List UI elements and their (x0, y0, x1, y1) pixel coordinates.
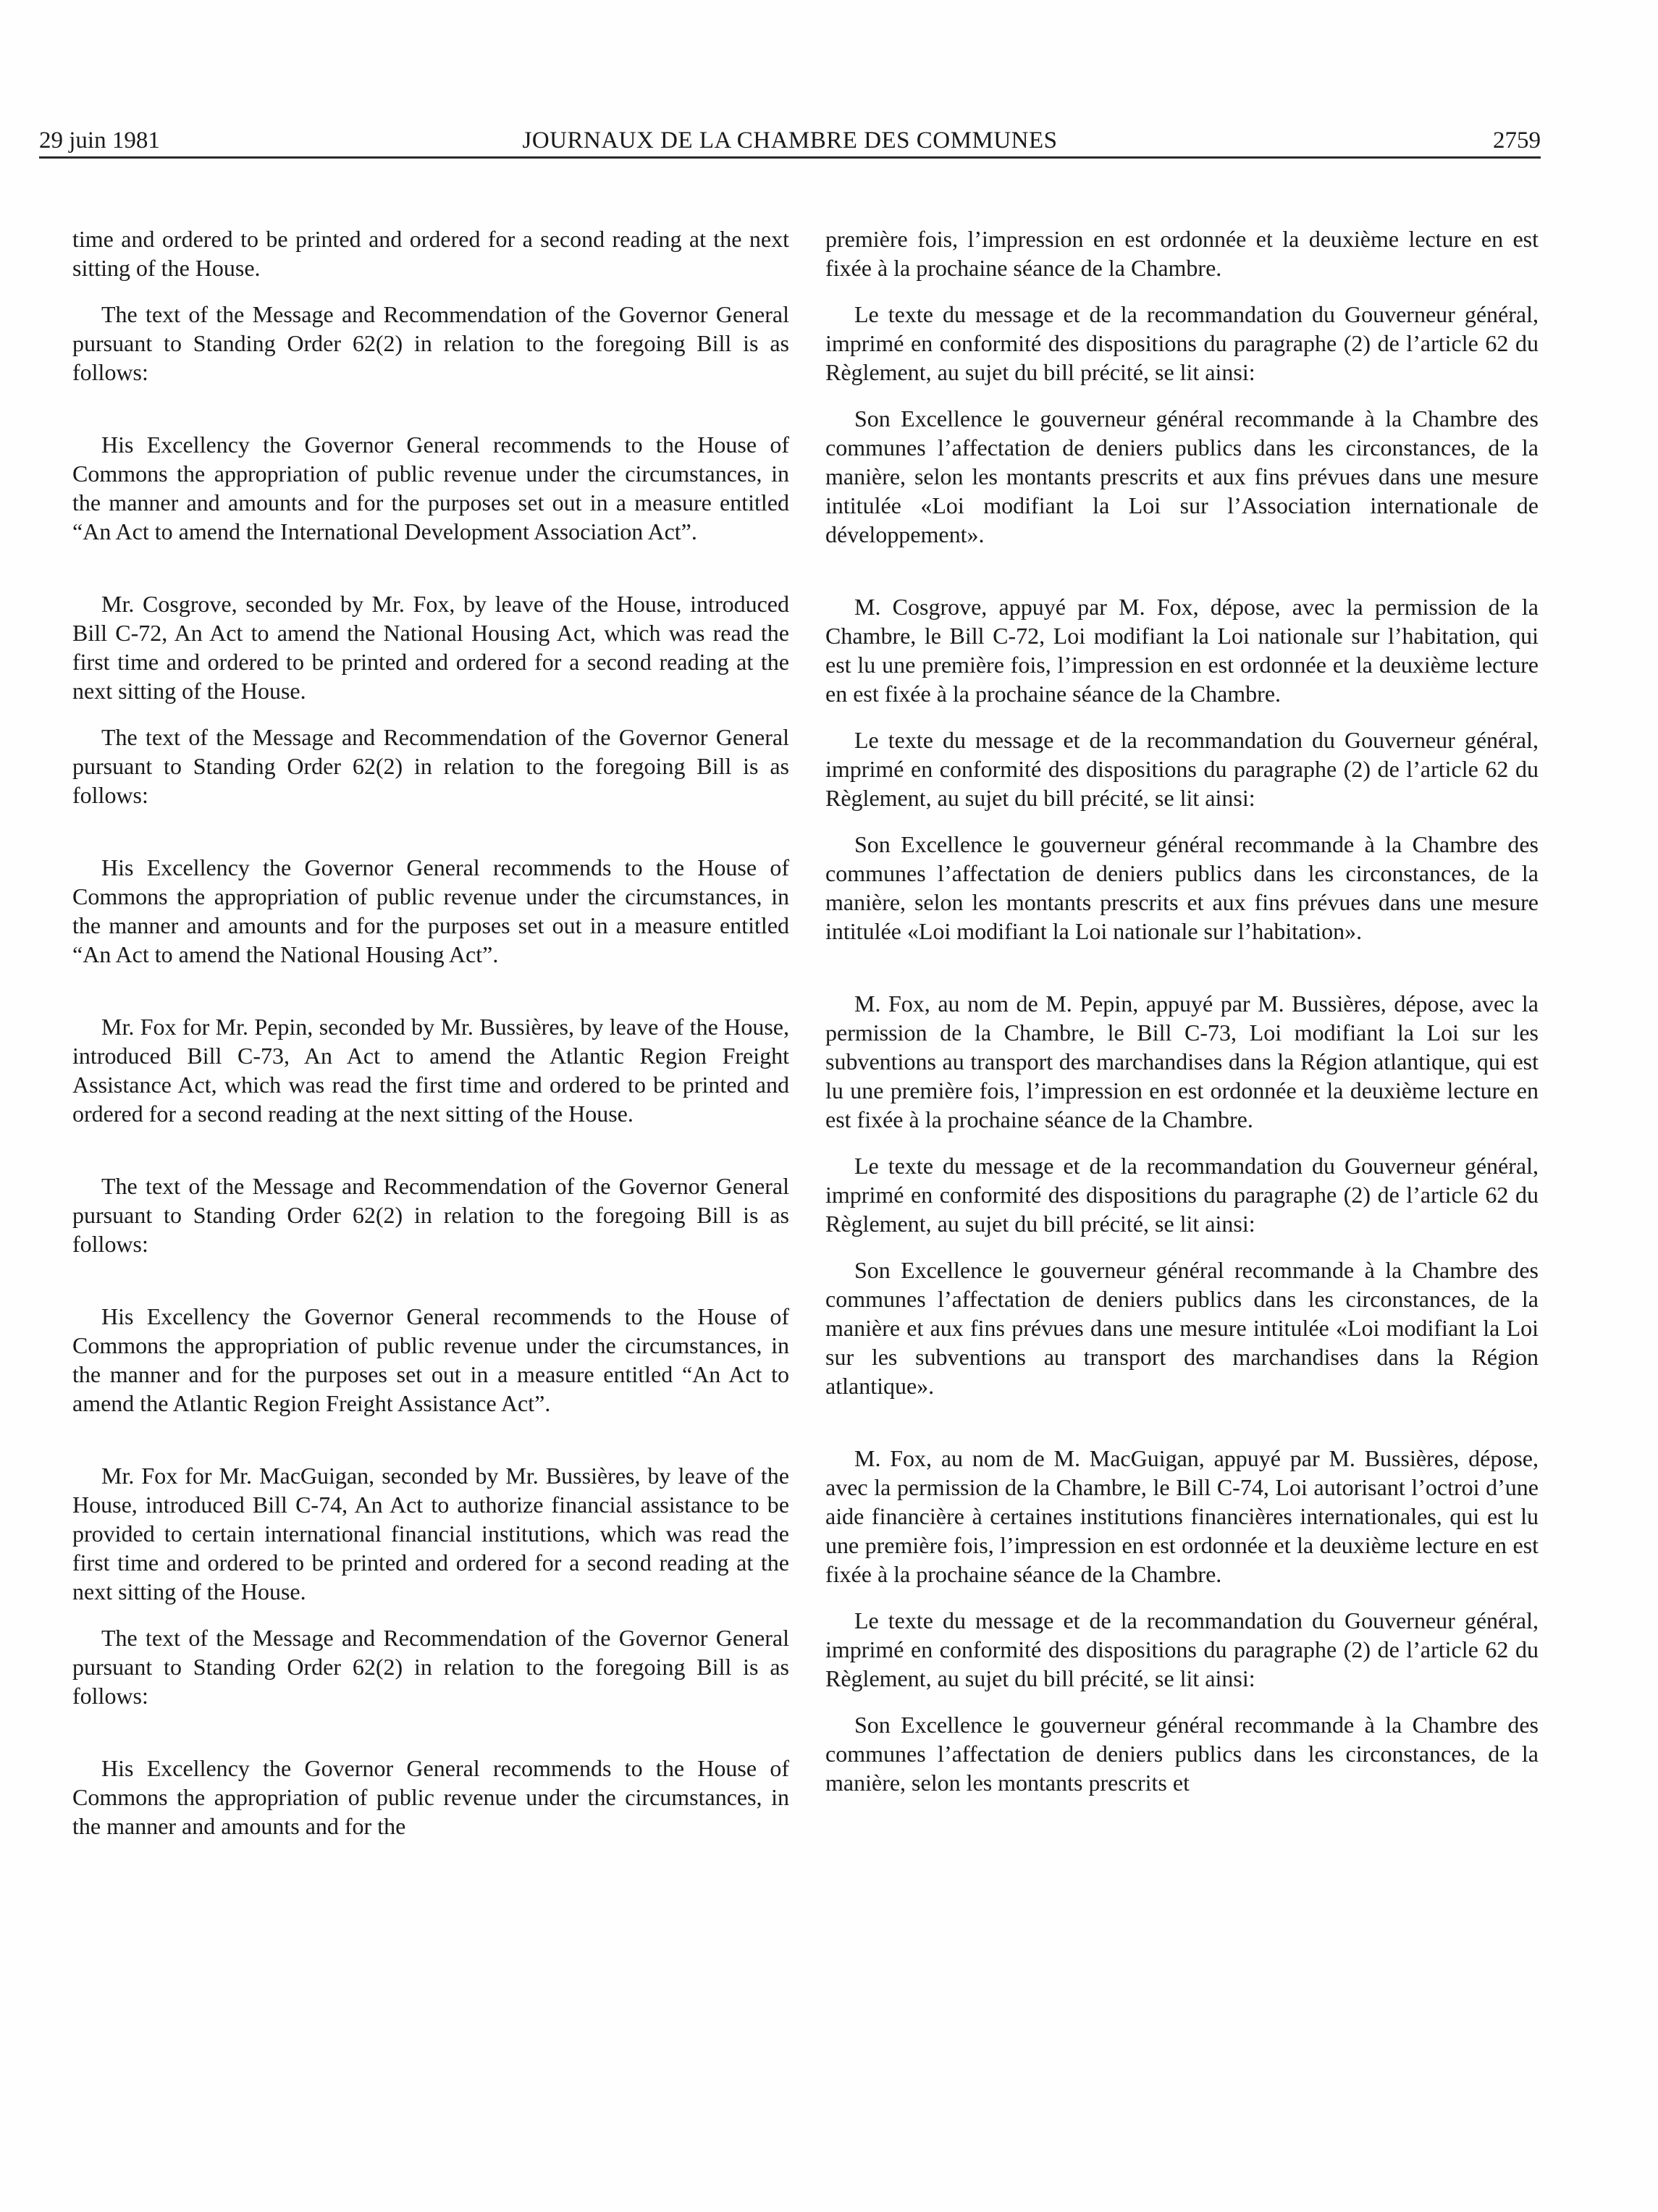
french-column (825, 224, 1539, 1814)
english-paragraph-11: The text of the Message and Recommendation of the Governor General pursuant to Standing Order 62(2) in relation to the foregoing Bill is as follows: (72, 1625, 789, 1709)
french-paragraph-8: Le texte du message et de la recommandation du Gouverneur général, imprimé en conformité des dispositions du paragraphe (2) de l’article 62 du Règlement, au sujet du bill précité, se lit ainsi: (825, 1153, 1539, 1237)
english-paragraph-9: His Excellency the Governor General recommends to the House of Commons the appropriation of public revenue under the circumstances, in the manner and for the purposes set out in a measure entitled “An Act to amend the Atlantic Region Freight Assistance Act”. (72, 1303, 789, 1416)
english-paragraph-8: The text of the Message and Recommendation of the Governor General pursuant to Standing Order 62(2) in relation to the foregoing Bill is as follows: (72, 1173, 789, 1257)
french-paragraph-1: première fois, l’impression en est ordonnée et la deuxième lecture en est fixée à la prochaine séance de la Chambre. (825, 226, 1539, 281)
french-paragraph-11: Le texte du message et de la recommandation du Gouverneur général, imprimé en conformité des dispositions du paragraphe (2) de l’article 62 du Règlement, au sujet du bill précité, se lit ainsi: (825, 1607, 1539, 1691)
english-column (72, 224, 789, 1858)
french-paragraph-5: Le texte du message et de la recommandation du Gouverneur général, imprimé en conformité des dispositions du paragraphe (2) de l’article 62 du Règlement, au sujet du bill précité, se lit ainsi: (825, 727, 1539, 811)
french-paragraph-3: Son Excellence le gouverneur général recommande à la Chambre des communes l’affectation de deniers publics dans les circonstances, de la manière, selon les montants prescrits et aux fins prévues dans une mesure intitulée «Loi modifiant la Loi sur l’Association internationale de développement». (825, 405, 1539, 547)
header-title: JOURNAUX DE LA CHAMBRE DES COMMUNES (522, 127, 1058, 154)
french-paragraph-2: Le texte du message et de la recommandation du Gouverneur général, imprimé en conformité des dispositions du paragraphe (2) de l’article 62 du Règlement, au sujet du bill précité, se lit ainsi: (825, 301, 1539, 385)
english-paragraph-7: Mr. Fox for Mr. Pepin, seconded by Mr. Bussières, by leave of the House, introduced Bill C-73, An Act to amend the Atlantic Region Freight Assistance Act, which was read the first time and ordered to be printed and ordered for a second reading at the next sitting of the House. (72, 1014, 789, 1127)
french-paragraph-10: M. Fox, au nom de M. MacGuigan, appuyé par M. Bussières, dépose, avec la permission de la Chambre, le Bill C-74, Loi autorisant l’octroi d’une aide financière à certaines institutions financières internationales, qui est lu une première fois, l’impression en est ordonnée et la deuxième lecture en est fixée à la prochaine séance de la Chambre. (825, 1445, 1539, 1587)
english-paragraph-4: Mr. Cosgrove, seconded by Mr. Fox, by leave of the House, introduced Bill C-72, An Act to amend the National Housing Act, which was read the first time and ordered to be printed and ordered for a second reading at the next sitting of the House. (72, 591, 789, 704)
header-date: 29 juin 1981 (39, 127, 160, 154)
header-rule (39, 156, 1541, 159)
english-paragraph-1: time and ordered to be printed and ordered for a second reading at the next sitting of the House. (72, 226, 789, 281)
running-head (39, 122, 1541, 159)
french-paragraph-9: Son Excellence le gouverneur général recommande à la Chambre des communes l’affectation de deniers publics dans les circonstances, de la manière et aux fins prévues dans une mesure intitulée «Loi modifiant la Loi sur les subventions au transport des marchandises dans la Région atlantique». (825, 1257, 1539, 1399)
english-paragraph-12: His Excellency the Governor General recommends to the House of Commons the appropriation of public revenue under the circumstances, in the manner and amounts and for the (72, 1755, 789, 1839)
english-paragraph-6: His Excellency the Governor General recommends to the House of Commons the appropriation of public revenue under the circumstances, in the manner and amounts and for the purposes set out in a measure entitled “An Act to amend the National Housing Act”. (72, 854, 789, 967)
english-paragraph-10: Mr. Fox for Mr. MacGuigan, seconded by Mr. Bussières, by leave of the House, introduced Bill C-74, An Act to authorize financial assistance to be provided to certain international financial institutions, which was read the first time and ordered to be printed and ordered for a second reading at the next sitting of the House. (72, 1463, 789, 1605)
french-paragraph-4: M. Cosgrove, appuyé par M. Fox, dépose, avec la permission de la Chambre, le Bill C-72, Loi modifiant la Loi nationale sur l’habitation, qui est lu une première fois, l’impression en est ordonnée et la deuxième lecture en est fixée à la prochaine séance de la Chambre. (825, 594, 1539, 707)
english-paragraph-5: The text of the Message and Recommendation of the Governor General pursuant to Standing Order 62(2) in relation to the foregoing Bill is as follows: (72, 724, 789, 808)
french-paragraph-12: Son Excellence le gouverneur général recommande à la Chambre des communes l’affectation de deniers publics dans les circonstances, de la manière, selon les montants prescrits et (825, 1712, 1539, 1796)
english-paragraph-2: The text of the Message and Recommendation of the Governor General pursuant to Standing Order 62(2) in relation to the foregoing Bill is as follows: (72, 301, 789, 385)
english-paragraph-3: His Excellency the Governor General recommends to the House of Commons the appropriation of public revenue under the circumstances, in the manner and amounts and for the purposes set out in a measure entitled “An Act to amend the International Development Association Act”. (72, 432, 789, 544)
header-page-number: 2759 (1493, 127, 1541, 154)
french-paragraph-7: M. Fox, au nom de M. Pepin, appuyé par M. Bussières, dépose, avec la permission de la Chambre, le Bill C-73, Loi modifiant la Loi sur les subventions au transport des marchandises dans la Région atlantique, qui est lu une première fois, l’impression en est ordonnée et la deuxième lecture en est fixée à la prochaine séance de la Chambre. (825, 991, 1539, 1132)
french-paragraph-6: Son Excellence le gouverneur général recommande à la Chambre des communes l’affectation de deniers publics dans les circonstances, de la manière, selon les montants prescrits et aux fins prévues dans une mesure intitulée «Loi modifiant la Loi nationale sur l’habitation». (825, 831, 1539, 944)
